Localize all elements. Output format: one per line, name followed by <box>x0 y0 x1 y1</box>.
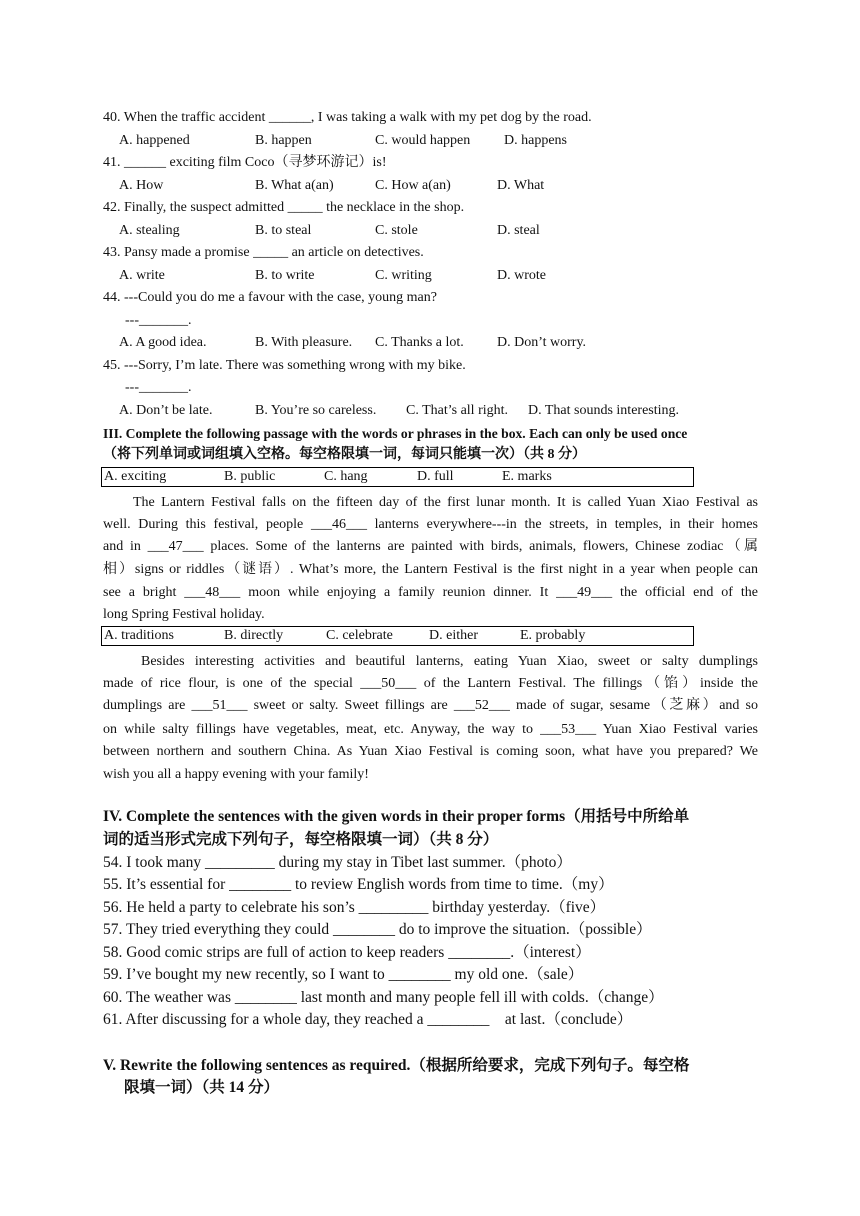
question-40-stem: 40. When the traffic accident ______, I was taking a walk with my pet dog by the road. <box>103 110 592 125</box>
word-option: B. directly <box>224 628 284 643</box>
word-box-1 <box>101 467 694 487</box>
option: D. wrote <box>497 268 546 283</box>
section-4-heading: IV. Complete the sentences with the given words in their proper forms（用括号中所给单 <box>103 808 690 825</box>
passage-line: dumplings are ___51___ sweet or salty. Sweet fillings are ___52___ made of sugar, sesame（芝麻）and so <box>103 698 758 713</box>
option: C. would happen <box>375 133 471 148</box>
sentence-57: 57. They tried everything they could ________ do to improve the situation.（possible） <box>103 921 652 938</box>
sentence-56: 56. He held a party to celebrate his son’s _________ birthday yesterday.（five） <box>103 899 606 916</box>
passage-line: 相）signs or riddles（谜语）. What’s more, the Lantern Festival is the first night in a year when people can <box>103 562 758 577</box>
word-option: D. full <box>417 469 454 484</box>
question-41-stem: 41. ______ exciting film Coco（寻梦环游记）is! <box>103 155 387 170</box>
section-3-heading: III. Complete the following passage with the words or phrases in the box. Each can only be used once <box>103 426 688 441</box>
option: C. stole <box>375 223 418 238</box>
passage-line: between northern and southern China. As Yuan Xiao Festival is coming soon, what have you prepared? We <box>103 744 758 759</box>
option: B. to write <box>255 268 315 283</box>
option: A. happened <box>119 133 190 148</box>
option: A. Don’t be late. <box>119 403 213 418</box>
question-45-stem: 45. ---Sorry, I’m late. There was something wrong with my bike. <box>103 358 466 373</box>
sentence-58: 58. Good comic strips are full of action to keep readers ________.（interest） <box>103 944 591 961</box>
word-option: E. probably <box>520 628 586 643</box>
option: C. That’s all right. <box>406 403 509 418</box>
option: B. With pleasure. <box>255 335 353 350</box>
question-43-stem: 43. Pansy made a promise _____ an article on detectives. <box>103 245 424 260</box>
passage-line: The Lantern Festival falls on the fifteen day of the first lunar month. It is called Yuan Xiao Festival as <box>133 495 758 510</box>
option: A. write <box>119 268 165 283</box>
passage-line: long Spring Festival holiday. <box>103 607 265 622</box>
option: A. A good idea. <box>119 335 207 350</box>
sentence-60: 60. The weather was ________ last month and many people fell ill with colds.（change） <box>103 989 664 1006</box>
option: C. Thanks a lot. <box>375 335 464 350</box>
sentence-55: 55. It’s essential for ________ to review English words from time to time.（my） <box>103 876 614 893</box>
option: D. That sounds interesting. <box>528 403 680 418</box>
passage-line: well. During this festival, people ___46___ lanterns everywhere---in the streets, in temples, in their homes <box>103 517 758 532</box>
option: B. to steal <box>255 223 312 238</box>
word-option: C. hang <box>324 469 368 484</box>
option: D. steal <box>497 223 540 238</box>
word-option: B. public <box>224 469 276 484</box>
section-3-heading-cn: （将下列单词或词组填入空格。每空格限填一词，每词只能填一次）（共 8 分） <box>103 447 586 462</box>
passage-line: Besides interesting activities and beautiful lanterns, eating Yuan Xiao, sweet or salty dumplings <box>141 654 758 669</box>
question-45-reply: ---_______. <box>125 380 192 395</box>
word-option: E. marks <box>502 469 552 484</box>
section-4-heading-cn: 词的适当形式完成下列句子，每空格限填一词）（共 8 分） <box>103 831 499 848</box>
word-option: D. either <box>429 628 478 643</box>
option: B. What a(an) <box>255 178 334 193</box>
word-option: A. traditions <box>104 628 174 643</box>
sentence-61: 61. After discussing for a whole day, they reached a ________ at last.（conclude） <box>103 1011 633 1028</box>
option: A. How <box>119 178 164 193</box>
option: C. How a(an) <box>375 178 451 193</box>
sentence-54: 54. I took many _________ during my stay in Tibet last summer.（photo） <box>103 854 572 871</box>
section-5-heading: V. Rewrite the following sentences as required.（根据所给要求，完成下列句子。每空格 <box>103 1057 690 1074</box>
option: C. writing <box>375 268 432 283</box>
option: A. stealing <box>119 223 180 238</box>
question-42-stem: 42. Finally, the suspect admitted _____ the necklace in the shop. <box>103 200 465 215</box>
passage-line: made of rice flour, is one of the special ___50___ of the Lantern Festival. The fillings（馅）inside the <box>103 676 758 691</box>
word-option: C. celebrate <box>326 628 393 643</box>
option: B. You’re so careless. <box>255 403 377 418</box>
passage-line: and in ___47___ places. Some of the lanterns are painted with birds, animals, flowers, Chinese zodiac（属 <box>103 539 758 554</box>
question-44-stem: 44. ---Could you do me a favour with the case, young man? <box>103 290 437 305</box>
option: D. Don’t worry. <box>497 335 587 350</box>
passage-line: see a bright ___48___ moon while enjoying a family reunion dinner. It ___49___ the official end of the <box>103 585 758 600</box>
word-option: A. exciting <box>104 469 167 484</box>
passage-line: on while salty fillings have vegetables, meat, etc. Anyway, the way to ___53___ Yuan Xiao Festival varies <box>103 722 758 737</box>
sentence-59: 59. I’ve bought my new recently, so I want to ________ my old one.（sale） <box>103 966 584 983</box>
option: D. happens <box>504 133 567 148</box>
option: D. What <box>497 178 545 193</box>
passage-line: wish you all a happy evening with your family! <box>103 767 369 782</box>
word-box-2 <box>101 626 694 646</box>
question-44-reply: ---_______. <box>125 313 192 328</box>
option: B. happen <box>255 133 312 148</box>
section-5-heading-cn: 限填一词）（共 14 分） <box>124 1079 280 1096</box>
